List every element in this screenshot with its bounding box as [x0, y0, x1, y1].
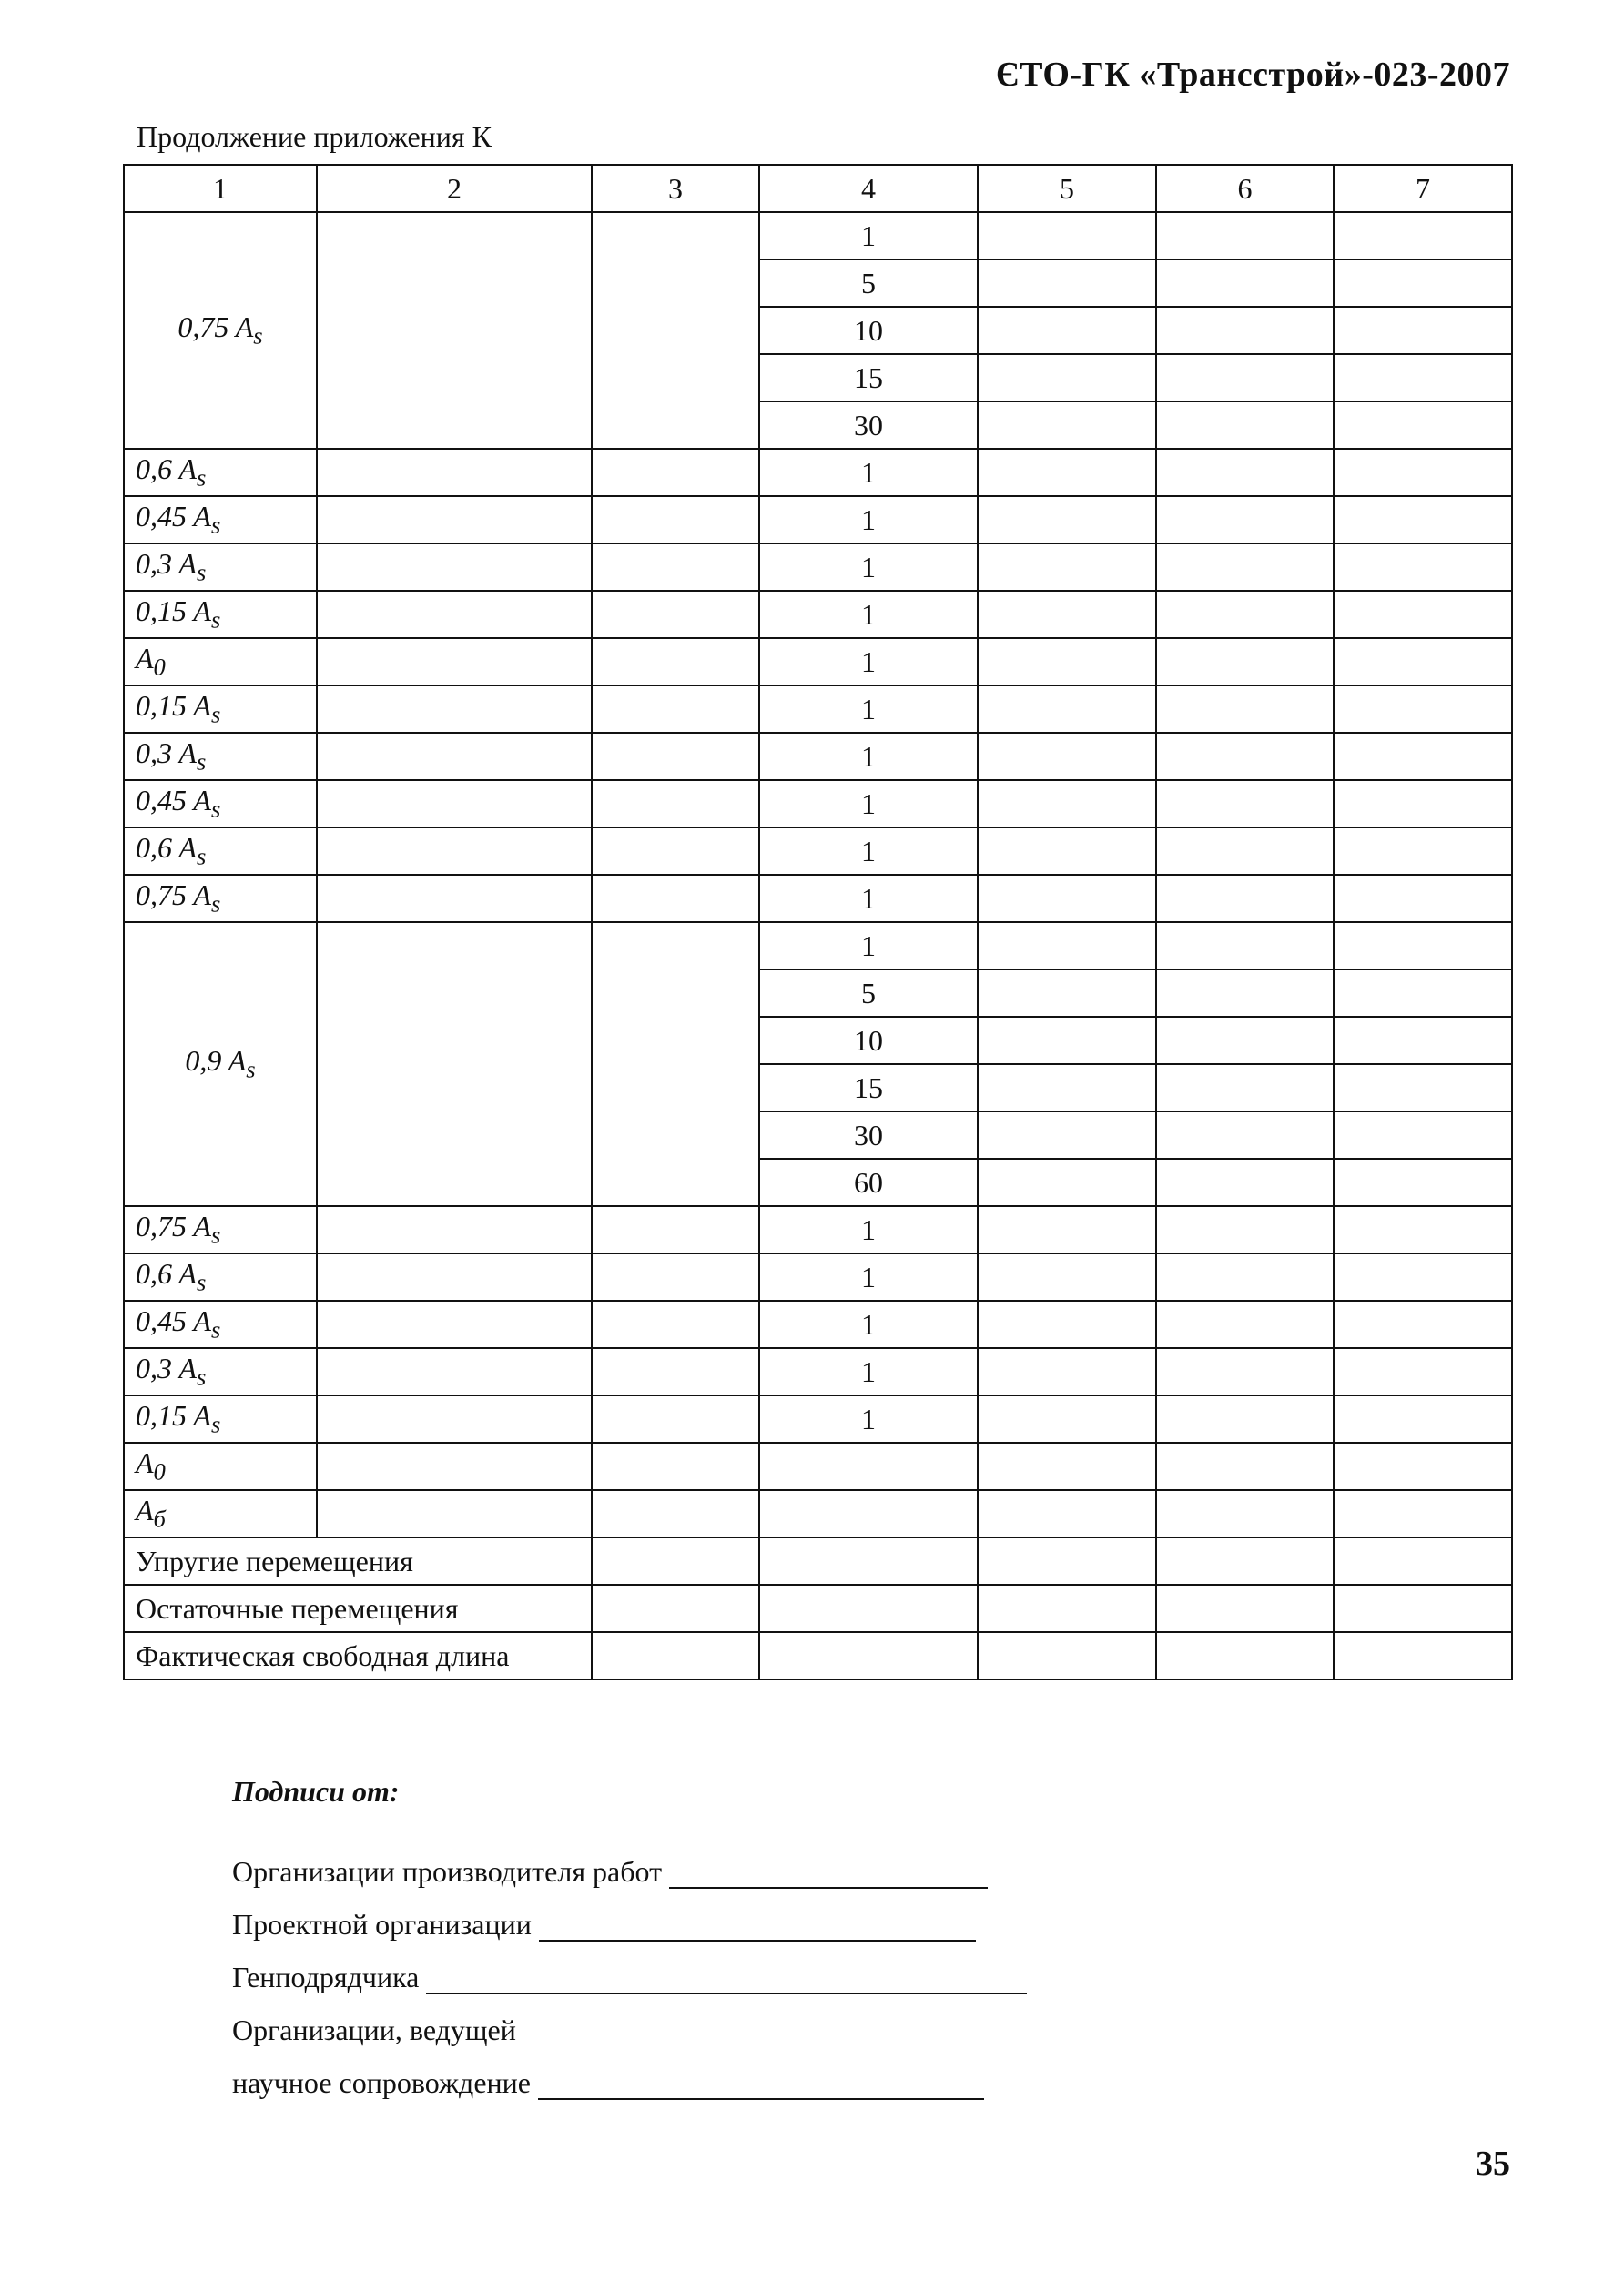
cell-col6[interactable] [1156, 875, 1334, 922]
signature-row [232, 1889, 1027, 1942]
table-row [124, 212, 1512, 259]
time-cell: 1 [759, 1348, 978, 1395]
table-row [124, 1206, 1512, 1253]
load-level: 0,9 A [185, 1044, 247, 1078]
cell-col5[interactable] [978, 1159, 1156, 1206]
cell-col2[interactable] [317, 922, 592, 1206]
time-cell: 1 [759, 1253, 978, 1301]
cell-col6[interactable] [1156, 733, 1334, 780]
cell-col3[interactable] [592, 449, 759, 496]
cell-col2[interactable] [317, 591, 592, 638]
cell-col2[interactable] [317, 543, 592, 591]
signature-row [232, 1942, 1027, 1994]
cell-col5[interactable] [978, 1301, 1156, 1348]
cell-col6[interactable] [1156, 685, 1334, 733]
cell-col3[interactable] [592, 591, 759, 638]
load-subscript: s [196, 1363, 207, 1391]
cell-col5[interactable] [978, 685, 1156, 733]
cell-col7[interactable] [1334, 543, 1512, 591]
load-level: 0,15 A [136, 689, 211, 723]
load-level: 0,6 A [136, 452, 197, 486]
cell-col5[interactable] [978, 1395, 1156, 1443]
time-cell: 60 [759, 1159, 978, 1206]
cell-col6[interactable] [1156, 922, 1334, 969]
cell-col3[interactable] [592, 543, 759, 591]
cell-col2[interactable] [317, 1443, 592, 1490]
cell-col6[interactable] [1156, 827, 1334, 875]
cell-col6[interactable] [1156, 969, 1334, 1017]
time-cell: 30 [759, 1111, 978, 1159]
cell-col7[interactable] [1334, 1301, 1512, 1348]
cell-col7[interactable] [1334, 1490, 1512, 1537]
time-cell: 1 [759, 1301, 978, 1348]
cell-col5[interactable] [978, 733, 1156, 780]
cell-col3[interactable] [592, 1537, 759, 1585]
cell-col2[interactable] [317, 638, 592, 685]
load-level-cell [124, 543, 317, 591]
document-code: ЄТО-ГК «Трансстрой»-023-2007 [995, 56, 1510, 94]
table-row [124, 496, 1512, 543]
cell-col5[interactable] [978, 401, 1156, 449]
cell-col7[interactable] [1334, 733, 1512, 780]
cell-col7[interactable] [1334, 1348, 1512, 1395]
time-cell: 1 [759, 685, 978, 733]
cell-col6[interactable] [1156, 401, 1334, 449]
time-cell: 1 [759, 543, 978, 591]
load-level-cell [124, 591, 317, 638]
time-cell: 1 [759, 212, 978, 259]
cell-col2[interactable] [317, 449, 592, 496]
cell-col5[interactable] [978, 307, 1156, 354]
table-row [124, 733, 1512, 780]
cell-col7[interactable] [1334, 449, 1512, 496]
load-level: 0,3 A [136, 1352, 197, 1385]
cell-col3[interactable] [592, 1206, 759, 1253]
cell-col2[interactable] [317, 780, 592, 827]
load-subscript: 0 [153, 1457, 166, 1486]
cell-col7[interactable] [1334, 1632, 1512, 1679]
cell-col3[interactable] [592, 496, 759, 543]
column-header: 4 [759, 165, 978, 212]
load-level: 0,45 A [136, 1304, 211, 1338]
load-level: 0,6 A [136, 1257, 197, 1291]
cell-col6[interactable] [1156, 1443, 1334, 1490]
time-cell: 1 [759, 780, 978, 827]
table-row [124, 543, 1512, 591]
table-row [124, 1443, 1512, 1490]
cell-col6[interactable] [1156, 1253, 1334, 1301]
signatures-title: Подписи от: [232, 1775, 400, 1808]
load-subscript: s [210, 1410, 221, 1438]
load-level: A [136, 1446, 154, 1480]
table-row [124, 591, 1512, 638]
cell-col6[interactable] [1156, 1395, 1334, 1443]
table-row [124, 685, 1512, 733]
table-row [124, 1253, 1512, 1301]
table-row [124, 827, 1512, 875]
cell-col6[interactable] [1156, 1064, 1334, 1111]
cell-col5[interactable] [978, 780, 1156, 827]
cell-col3[interactable] [592, 212, 759, 449]
time-cell: 10 [759, 1017, 978, 1064]
load-level: 0,3 A [136, 547, 197, 581]
signatures-block [232, 1775, 1027, 2100]
measurement-table [123, 164, 1513, 1680]
column-header: 3 [592, 165, 759, 212]
cell-col6[interactable] [1156, 1159, 1334, 1206]
cell-col6[interactable] [1156, 1537, 1334, 1585]
cell-col4[interactable] [759, 1632, 978, 1679]
cell-col7[interactable] [1334, 1537, 1512, 1585]
time-cell: 30 [759, 401, 978, 449]
cell-col6[interactable] [1156, 307, 1334, 354]
table-header-row [124, 165, 1512, 212]
load-subscript: s [210, 795, 221, 823]
cell-col6[interactable] [1156, 259, 1334, 307]
load-level-cell [124, 1301, 317, 1348]
cell-col5[interactable] [978, 922, 1156, 969]
load-level-cell [124, 1490, 317, 1537]
cell-col7[interactable] [1334, 969, 1512, 1017]
summary-row [124, 1537, 1512, 1585]
signature-line[interactable] [426, 1967, 1027, 1994]
signature-label: научное сопровождение [232, 2066, 531, 2099]
signature-label: Генподрядчика [232, 1961, 420, 1993]
cell-col7[interactable] [1334, 401, 1512, 449]
cell-col3[interactable] [592, 1301, 759, 1348]
summary-row [124, 1585, 1512, 1632]
cell-col7[interactable] [1334, 1064, 1512, 1111]
cell-col5[interactable] [978, 591, 1156, 638]
cell-col6[interactable] [1156, 1632, 1334, 1679]
load-level-cell [124, 780, 317, 827]
load-subscript: s [210, 511, 221, 539]
cell-col7[interactable] [1334, 212, 1512, 259]
load-subscript: s [196, 463, 207, 492]
appendix-caption: Продолжение приложения К [137, 120, 492, 153]
signature-row [232, 1994, 1027, 2047]
load-level-cell [124, 638, 317, 685]
cell-col2[interactable] [317, 1206, 592, 1253]
load-level: 0,15 A [136, 1399, 211, 1433]
time-cell: 1 [759, 1395, 978, 1443]
load-level-cell [124, 875, 317, 922]
cell-col5[interactable] [978, 496, 1156, 543]
cell-col5[interactable] [978, 1017, 1156, 1064]
cell-col5[interactable] [978, 1206, 1156, 1253]
load-level-cell [124, 685, 317, 733]
table-row [124, 638, 1512, 685]
load-subscript: s [210, 1315, 221, 1344]
load-level-cell [124, 449, 317, 496]
cell-col5[interactable] [978, 1585, 1156, 1632]
load-level: A [136, 1494, 154, 1527]
cell-col4[interactable] [759, 1585, 978, 1632]
column-header: 5 [978, 165, 1156, 212]
cell-col6[interactable] [1156, 780, 1334, 827]
cell-col2[interactable] [317, 1301, 592, 1348]
cell-col5[interactable] [978, 212, 1156, 259]
time-cell: 5 [759, 259, 978, 307]
cell-col2[interactable] [317, 1348, 592, 1395]
load-subscript: s [210, 889, 221, 918]
cell-col3[interactable] [592, 827, 759, 875]
load-level: 0,75 A [136, 1210, 211, 1243]
cell-col7[interactable] [1334, 496, 1512, 543]
cell-col5[interactable] [978, 969, 1156, 1017]
cell-col5[interactable] [978, 1253, 1156, 1301]
cell-col5[interactable] [978, 354, 1156, 401]
table-row [124, 875, 1512, 922]
cell-col7[interactable] [1334, 1159, 1512, 1206]
cell-col3[interactable] [592, 1395, 759, 1443]
load-level: 0,3 A [136, 736, 197, 770]
signature-label: Организации, ведущей [232, 2013, 516, 2046]
cell-col7[interactable] [1334, 1111, 1512, 1159]
load-subscript: s [253, 321, 263, 350]
load-subscript: б [153, 1505, 166, 1533]
time-cell [759, 1443, 978, 1490]
cell-col7[interactable] [1334, 1443, 1512, 1490]
cell-col6[interactable] [1156, 449, 1334, 496]
load-subscript: s [196, 558, 207, 586]
signature-line[interactable] [538, 2073, 984, 2100]
table-row [124, 1490, 1512, 1537]
table-row [124, 1395, 1512, 1443]
cell-col3[interactable] [592, 922, 759, 1206]
cell-col7[interactable] [1334, 827, 1512, 875]
table-row [124, 449, 1512, 496]
load-level-cell [124, 212, 317, 449]
load-level-cell [124, 496, 317, 543]
cell-col6[interactable] [1156, 543, 1334, 591]
signature-row [232, 2047, 1027, 2100]
load-subscript: s [196, 842, 207, 870]
cell-col3[interactable] [592, 685, 759, 733]
cell-col3[interactable] [592, 1443, 759, 1490]
table-row [124, 1348, 1512, 1395]
page-number: 35 [1476, 2145, 1510, 2183]
time-cell: 1 [759, 591, 978, 638]
signature-line[interactable] [539, 1914, 976, 1942]
load-level: 0,45 A [136, 784, 211, 817]
cell-col6[interactable] [1156, 1206, 1334, 1253]
load-level: 0,6 A [136, 831, 197, 865]
load-level-cell [124, 733, 317, 780]
cell-col7[interactable] [1334, 259, 1512, 307]
cell-col5[interactable] [978, 1348, 1156, 1395]
cell-col2[interactable] [317, 827, 592, 875]
cell-col3[interactable] [592, 780, 759, 827]
cell-col6[interactable] [1156, 1585, 1334, 1632]
cell-col6[interactable] [1156, 1490, 1334, 1537]
load-subscript: s [196, 747, 207, 776]
cell-col7[interactable] [1334, 1206, 1512, 1253]
time-cell: 10 [759, 307, 978, 354]
cell-col6[interactable] [1156, 638, 1334, 685]
cell-col7[interactable] [1334, 685, 1512, 733]
load-level-cell [124, 1395, 317, 1443]
cell-col3[interactable] [592, 1490, 759, 1537]
time-cell: 5 [759, 969, 978, 1017]
load-level-cell [124, 1253, 317, 1301]
cell-col2[interactable] [317, 1395, 592, 1443]
summary-row [124, 1632, 1512, 1679]
cell-col7[interactable] [1334, 591, 1512, 638]
cell-col7[interactable] [1334, 1017, 1512, 1064]
cell-col3[interactable] [592, 875, 759, 922]
cell-col5[interactable] [978, 827, 1156, 875]
load-level-cell [124, 1206, 317, 1253]
load-level-cell [124, 827, 317, 875]
column-header: 6 [1156, 165, 1334, 212]
cell-col2[interactable] [317, 1253, 592, 1301]
cell-col2[interactable] [317, 212, 592, 449]
table-row [124, 1301, 1512, 1348]
cell-col7[interactable] [1334, 875, 1512, 922]
column-header: 7 [1334, 165, 1512, 212]
cell-col5[interactable] [978, 638, 1156, 685]
table-row [124, 780, 1512, 827]
load-subscript: s [196, 1268, 207, 1296]
load-subscript: s [210, 700, 221, 728]
summary-label: Остаточные перемещения [124, 1585, 592, 1632]
time-cell: 1 [759, 875, 978, 922]
cell-col5[interactable] [978, 1064, 1156, 1111]
cell-col7[interactable] [1334, 780, 1512, 827]
cell-col7[interactable] [1334, 354, 1512, 401]
cell-col5[interactable] [978, 1537, 1156, 1585]
cell-col3[interactable] [592, 1632, 759, 1679]
signature-label: Организации производителя работ [232, 1855, 663, 1888]
cell-col6[interactable] [1156, 212, 1334, 259]
cell-col6[interactable] [1156, 1348, 1334, 1395]
summary-label: Фактическая свободная длина [124, 1632, 592, 1679]
cell-col5[interactable] [978, 1490, 1156, 1537]
cell-col4[interactable] [759, 1537, 978, 1585]
time-cell: 1 [759, 827, 978, 875]
time-cell: 15 [759, 354, 978, 401]
cell-col7[interactable] [1334, 638, 1512, 685]
cell-col5[interactable] [978, 1632, 1156, 1679]
cell-col2[interactable] [317, 496, 592, 543]
load-level-cell [124, 1443, 317, 1490]
cell-col2[interactable] [317, 875, 592, 922]
cell-col7[interactable] [1334, 922, 1512, 969]
cell-col6[interactable] [1156, 1017, 1334, 1064]
time-cell: 1 [759, 1206, 978, 1253]
time-cell: 15 [759, 1064, 978, 1111]
table-row [124, 922, 1512, 969]
cell-col3[interactable] [592, 733, 759, 780]
time-cell: 1 [759, 638, 978, 685]
column-header: 1 [124, 165, 317, 212]
cell-col5[interactable] [978, 449, 1156, 496]
cell-col6[interactable] [1156, 1301, 1334, 1348]
load-level-cell [124, 1348, 317, 1395]
cell-col3[interactable] [592, 1585, 759, 1632]
cell-col7[interactable] [1334, 1395, 1512, 1443]
signature-line[interactable] [669, 1861, 988, 1889]
cell-col6[interactable] [1156, 496, 1334, 543]
time-cell: 1 [759, 733, 978, 780]
cell-col7[interactable] [1334, 1585, 1512, 1632]
column-header: 2 [317, 165, 592, 212]
time-cell: 1 [759, 449, 978, 496]
cell-col5[interactable] [978, 1111, 1156, 1159]
table-body [124, 212, 1512, 1679]
load-subscript: s [210, 605, 221, 634]
cell-col6[interactable] [1156, 354, 1334, 401]
cell-col2[interactable] [317, 733, 592, 780]
cell-col2[interactable] [317, 685, 592, 733]
signature-row [232, 1836, 1027, 1889]
load-level: 0,75 A [136, 878, 211, 912]
cell-col7[interactable] [1334, 307, 1512, 354]
cell-col6[interactable] [1156, 1111, 1334, 1159]
cell-col5[interactable] [978, 875, 1156, 922]
load-subscript: 0 [153, 653, 166, 681]
cell-col5[interactable] [978, 259, 1156, 307]
cell-col5[interactable] [978, 1443, 1156, 1490]
load-level: 0,75 A [178, 310, 254, 344]
signature-label: Проектной организации [232, 1908, 532, 1941]
load-subscript: s [246, 1055, 256, 1083]
cell-col3[interactable] [592, 638, 759, 685]
load-subscript: s [210, 1221, 221, 1249]
cell-col3[interactable] [592, 1253, 759, 1301]
load-level: 0,15 A [136, 594, 211, 628]
cell-col5[interactable] [978, 543, 1156, 591]
cell-col7[interactable] [1334, 1253, 1512, 1301]
time-cell [759, 1490, 978, 1537]
time-cell: 1 [759, 496, 978, 543]
summary-label: Упругие перемещения [124, 1537, 592, 1585]
load-level: A [136, 642, 154, 675]
load-level-cell [124, 922, 317, 1206]
cell-col3[interactable] [592, 1348, 759, 1395]
load-level: 0,45 A [136, 500, 211, 533]
cell-col2[interactable] [317, 1490, 592, 1537]
cell-col6[interactable] [1156, 591, 1334, 638]
signature-lines [232, 1836, 1027, 2100]
time-cell: 1 [759, 922, 978, 969]
